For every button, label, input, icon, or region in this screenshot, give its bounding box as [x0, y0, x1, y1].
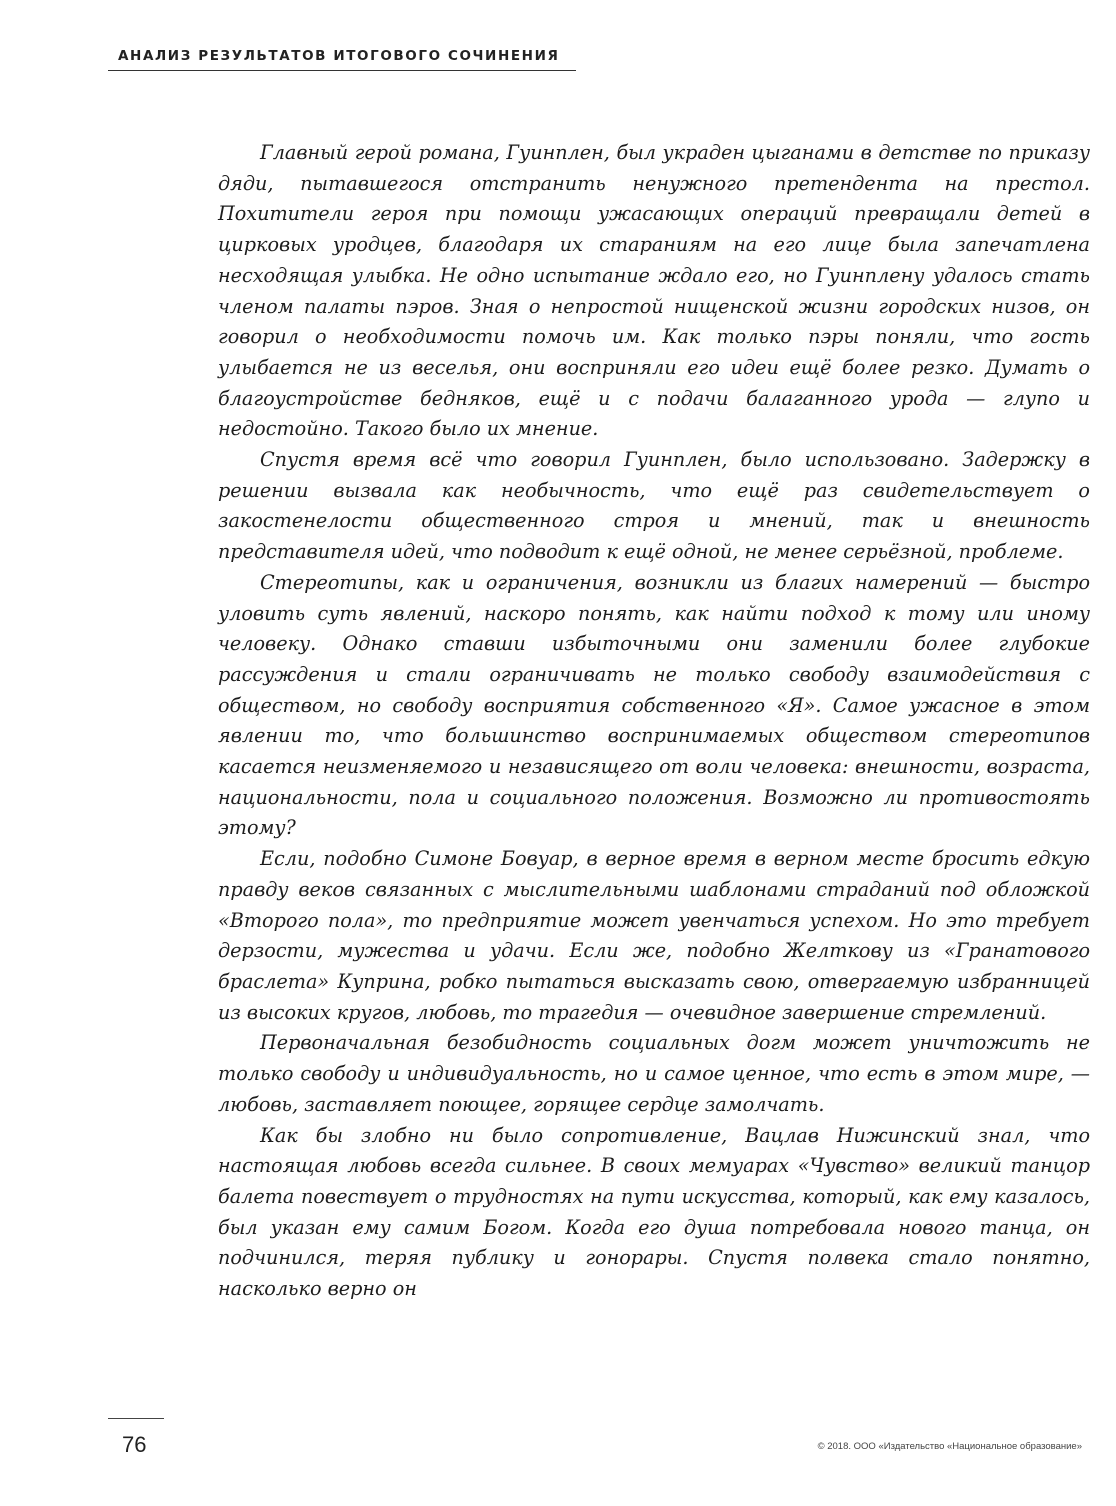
paragraph: Спустя время всё что говорил Гуинплен, было использовано. Задержку в решении вызвала как необычность, что ещё раз свидетельствует о закостенелости общественного строя и мнений, так и внешность представителя идей, что подводит к ещё одной, не менее серьёзной, проблеме. — [218, 448, 1090, 564]
paragraph: Главный герой романа, Гуинплен, был украден цыганами в детстве по приказу дяди, пытавшегося отстранить ненужного претендента на престол. Похитители героя при помощи ужасающих операций превращали детей в цирковых уродцев, благодаря их стараниям на его лице была запечатлена несходящая улыбка. Не одно испытание ждало его, но Гуинплену удалось стать членом палаты пэров. Зная о непростой нищенской жизни городских низов, он говорил о необходимости помочь им. Как только пэры поняли, что гость улыбается не из веселья, они восприняли его идеи ещё более резко. Думать о благоустройстве бедняков, ещё и с подачи балаганного урода — глупо и недостойно. Такого было их мнение. — [218, 141, 1090, 441]
essay-text — [218, 138, 1090, 1305]
page-number: 76 — [122, 1432, 147, 1457]
paragraph: Как бы злобно ни было сопротивление, Вацлав Нижинский знал, что настоящая любовь всегда сильнее. В своих мемуарах «Чувство» великий танцор балета повествует о трудностях на пути искусства, который, как ему казалось, был указан ему самим Богом. Когда его душа потребовала нового танца, он подчинился, теряя публику и гонорары. Спустя полвека стало понятно, насколько верно он — [218, 1123, 1090, 1301]
paragraph: Стереотипы, как и ограничения, возникли из благих намерений — быстро уловить суть явлений, наскоро понять, как найти подход к тому или иному человеку. Однако ставши избыточными они заменили более глубокие рассуждения и стали ограничивать не только свободу взаимодействия с обществом, но свободу восприятия собственного «Я». Самое ужасное в этом явлении то, что большинство воспринимаемых обществом стереотипов касается неизменяемого и независящего от воли человека: внешности, возраста, национальности, пола и социального положения. Возможно ли противостоять этому? — [218, 570, 1090, 840]
paragraph: Если, подобно Симоне Бовуар, в верное время в верном месте бросить едкую правду веков связанных с мыслительными шаблонами страданий под обложкой «Второго пола», то предприятие может увенчаться успехом. Но это требует дерзости, мужества и удачи. Если же, подобно Желткову из «Гранатового браслета» Куприна, робко пытаться высказать свою, отвергаемую избранницей из высоких кругов, любовь, то трагедия — очевидное завершение стремлений. — [218, 847, 1090, 1024]
footer-rule — [108, 1418, 164, 1419]
header-rule — [108, 70, 576, 71]
copyright-notice: © 2018. ООО «Издательство «Национальное образование» — [817, 1441, 1082, 1452]
running-title: АНАЛИЗ РЕЗУЛЬТАТОВ ИТОГОВОГО СОЧИНЕНИЯ — [118, 48, 560, 64]
paragraph: Первоначальная безобидность социальных догм может уничтожить не только свободу и индивидуальность, но и самое ценное, что есть в этом мире, — любовь, заставляет поющее, горящее сердце замолчать. — [218, 1031, 1090, 1116]
